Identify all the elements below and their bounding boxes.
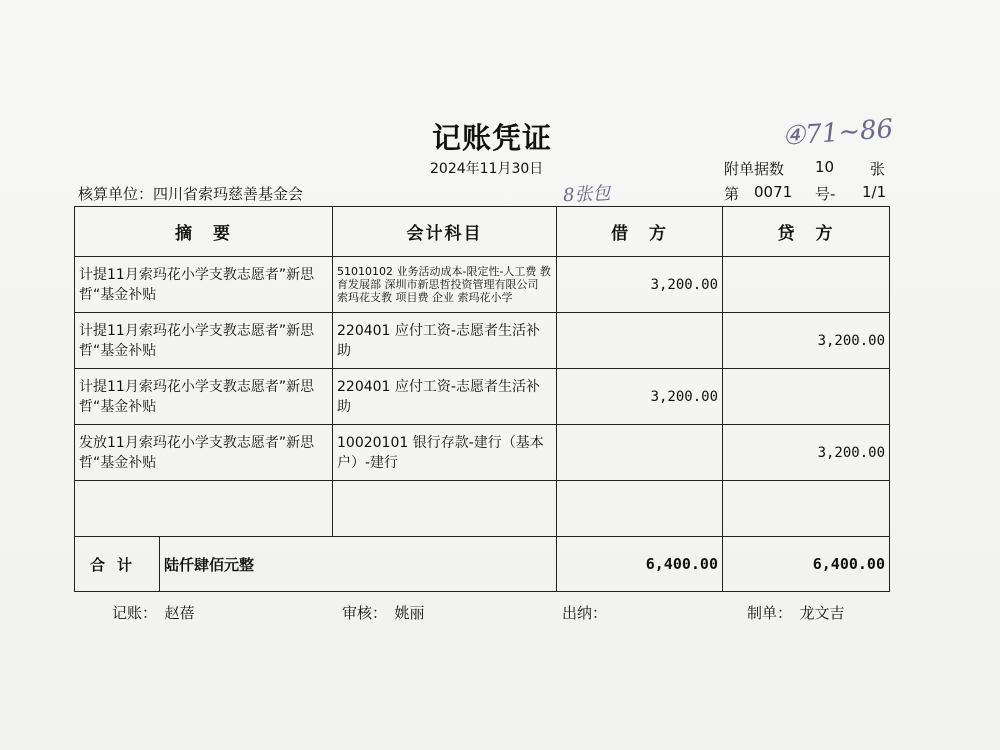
row-summary: 计提11月索玛花小学支教志愿者”新思哲“基金补贴 [75, 313, 333, 369]
total-credit: 6,400.00 [723, 537, 890, 592]
total-label: 合计 [75, 537, 160, 592]
row-summary: 发放11月索玛花小学支教志愿者”新思哲“基金补贴 [75, 425, 333, 481]
table-row [75, 425, 890, 481]
handwritten-note-count: 8张包 [562, 182, 612, 207]
total-in-words: 陆仟肆佰元整 [160, 537, 557, 592]
attachments-count: 10 [815, 158, 835, 176]
unit-label: 核算单位： [78, 185, 154, 203]
voucher-number: 0071 [754, 183, 793, 201]
table-row [75, 369, 890, 425]
empty-cell [557, 481, 723, 537]
bookkeeper: 记账： 赵蓓 [112, 604, 195, 622]
cashier: 出纳： [562, 604, 608, 622]
table-row-empty [75, 481, 890, 537]
empty-cell [723, 481, 890, 537]
header-credit: 贷 方 [723, 207, 890, 257]
handwritten-note-range: ④71~86 [781, 114, 895, 152]
row-debit: 3,200.00 [557, 257, 723, 313]
accounting-unit [78, 183, 303, 204]
row-account: 220401 应付工资-志愿者生活补助 [333, 313, 557, 369]
voucher-date: 2024年11月30日 [430, 161, 544, 177]
row-credit [723, 257, 890, 313]
row-account: 220401 应付工资-志愿者生活补助 [333, 369, 557, 425]
table-header-row [75, 207, 890, 257]
reviewer: 审核： 姚丽 [342, 604, 425, 622]
row-debit: 3,200.00 [557, 369, 723, 425]
voucher-title: 记账凭证 [432, 121, 553, 155]
total-debit: 6,400.00 [557, 537, 723, 592]
voucher-number-suffix: 号- [815, 185, 836, 203]
attachments-unit: 张 [870, 160, 886, 178]
table-row [75, 313, 890, 369]
table-row [75, 257, 890, 313]
attachments-label: 附单据数 [724, 160, 785, 178]
row-credit [723, 369, 890, 425]
empty-cell [333, 481, 557, 537]
total-row [75, 537, 890, 592]
preparer: 制单： 龙文吉 [747, 604, 845, 622]
row-account: 10020101 银行存款-建行（基本户）-建行 [333, 425, 557, 481]
row-credit: 3,200.00 [723, 313, 890, 369]
header-account: 会计科目 [333, 207, 557, 257]
empty-cell [75, 481, 333, 537]
header-debit: 借 方 [557, 207, 723, 257]
row-credit: 3,200.00 [723, 425, 890, 481]
voucher-table [74, 206, 890, 592]
row-debit [557, 425, 723, 481]
row-debit [557, 313, 723, 369]
row-summary: 计提11月索玛花小学支教志愿者”新思哲“基金补贴 [75, 369, 333, 425]
header-summary: 摘 要 [75, 207, 333, 257]
voucher-number-label: 第 [724, 185, 740, 203]
unit-name: 四川省索玛慈善基金会 [153, 185, 304, 203]
row-summary: 计提11月索玛花小学支教志愿者”新思哲“基金补贴 [75, 257, 333, 313]
row-account: 51010102 业务活动成本-限定性-人工费 教育发展部 深圳市新思哲投资管理有限公司 索玛花支教 项目费 企业 索玛花小学 [333, 257, 557, 313]
voucher-page: 1/1 [862, 183, 887, 201]
